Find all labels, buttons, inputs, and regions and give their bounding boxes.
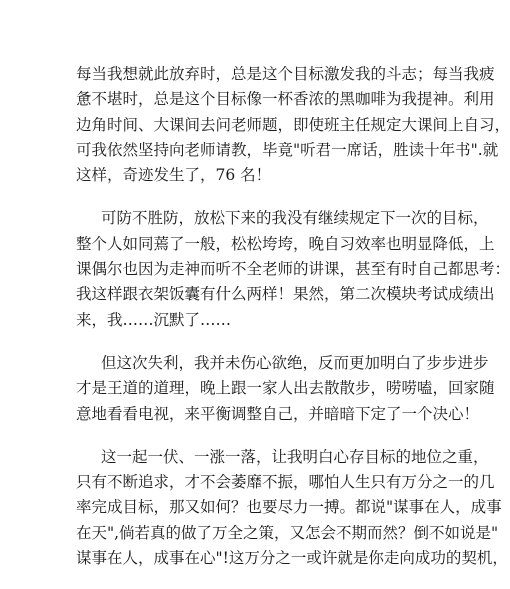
paragraph-3 [76, 351, 495, 427]
paragraph-2 [76, 206, 510, 332]
text-line: 才是王道的道理，晚上跟一家人出去散散步，唠唠嗑，回家随 [76, 379, 495, 398]
text-line: 只有不断追求，才不会萎靡不振，哪怕人生只有万分之一的几 [76, 473, 495, 492]
text-line: 来，我……沉默了…… [76, 310, 232, 329]
text-line: 率完成目标，那又如何？也要尽力一搏。都说"谋事在人，成事 [76, 498, 502, 517]
text-line: 每当我想就此放弃时，总是这个目标激发我的斗志；每当我疲 [76, 65, 495, 83]
text-line: 但这次失利，我并未伤心欲绝，反而更加明白了步步进步 [101, 353, 489, 372]
text-line: 意地看看电视，来平衡调整自己，并暗暗下定了一个决心！ [76, 404, 480, 423]
text-line: 可防不胜防，放松下来的我没有继续规定下一次的目标， [101, 209, 489, 228]
text-line: 我这样跟衣架饭囊有什么两样！果然，第二次模块考试成绩出 [76, 285, 495, 304]
text-line: 边角时间、大课间去问老师题，即使班主任规定大课间上自习， [76, 115, 510, 134]
paragraph-1 [76, 62, 510, 188]
text-line: 整个人如同蔫了一般，松松垮垮，晚自习效率也明显降低，上 [76, 234, 495, 253]
text-line: 这一起一伏、一涨一落，让我明白心存目标的地位之重， [101, 447, 489, 466]
text-line: 谋事在人，成事在心"!这万分之一或许就是你走向成功的契机， [76, 549, 508, 568]
text-line: 课偶尔也因为走神而听不全老师的讲课，甚至有时自己都思考： [76, 260, 510, 279]
text-line: 惫不堪时，总是这个目标像一杯香浓的黑咖啡为我提神。利用 [76, 90, 495, 109]
text-line: 可我依然坚持向老师请教，毕竟"听君一席话，胜读十年书".就 [76, 140, 499, 159]
document-body [76, 62, 510, 589]
paragraph-4 [76, 445, 508, 571]
text-line: 在天",倘若真的做了万全之策，又怎会不期而然？倒不如说是" [76, 523, 499, 542]
text-line: 这样，奇迹发生了，76 名！ [76, 166, 272, 185]
